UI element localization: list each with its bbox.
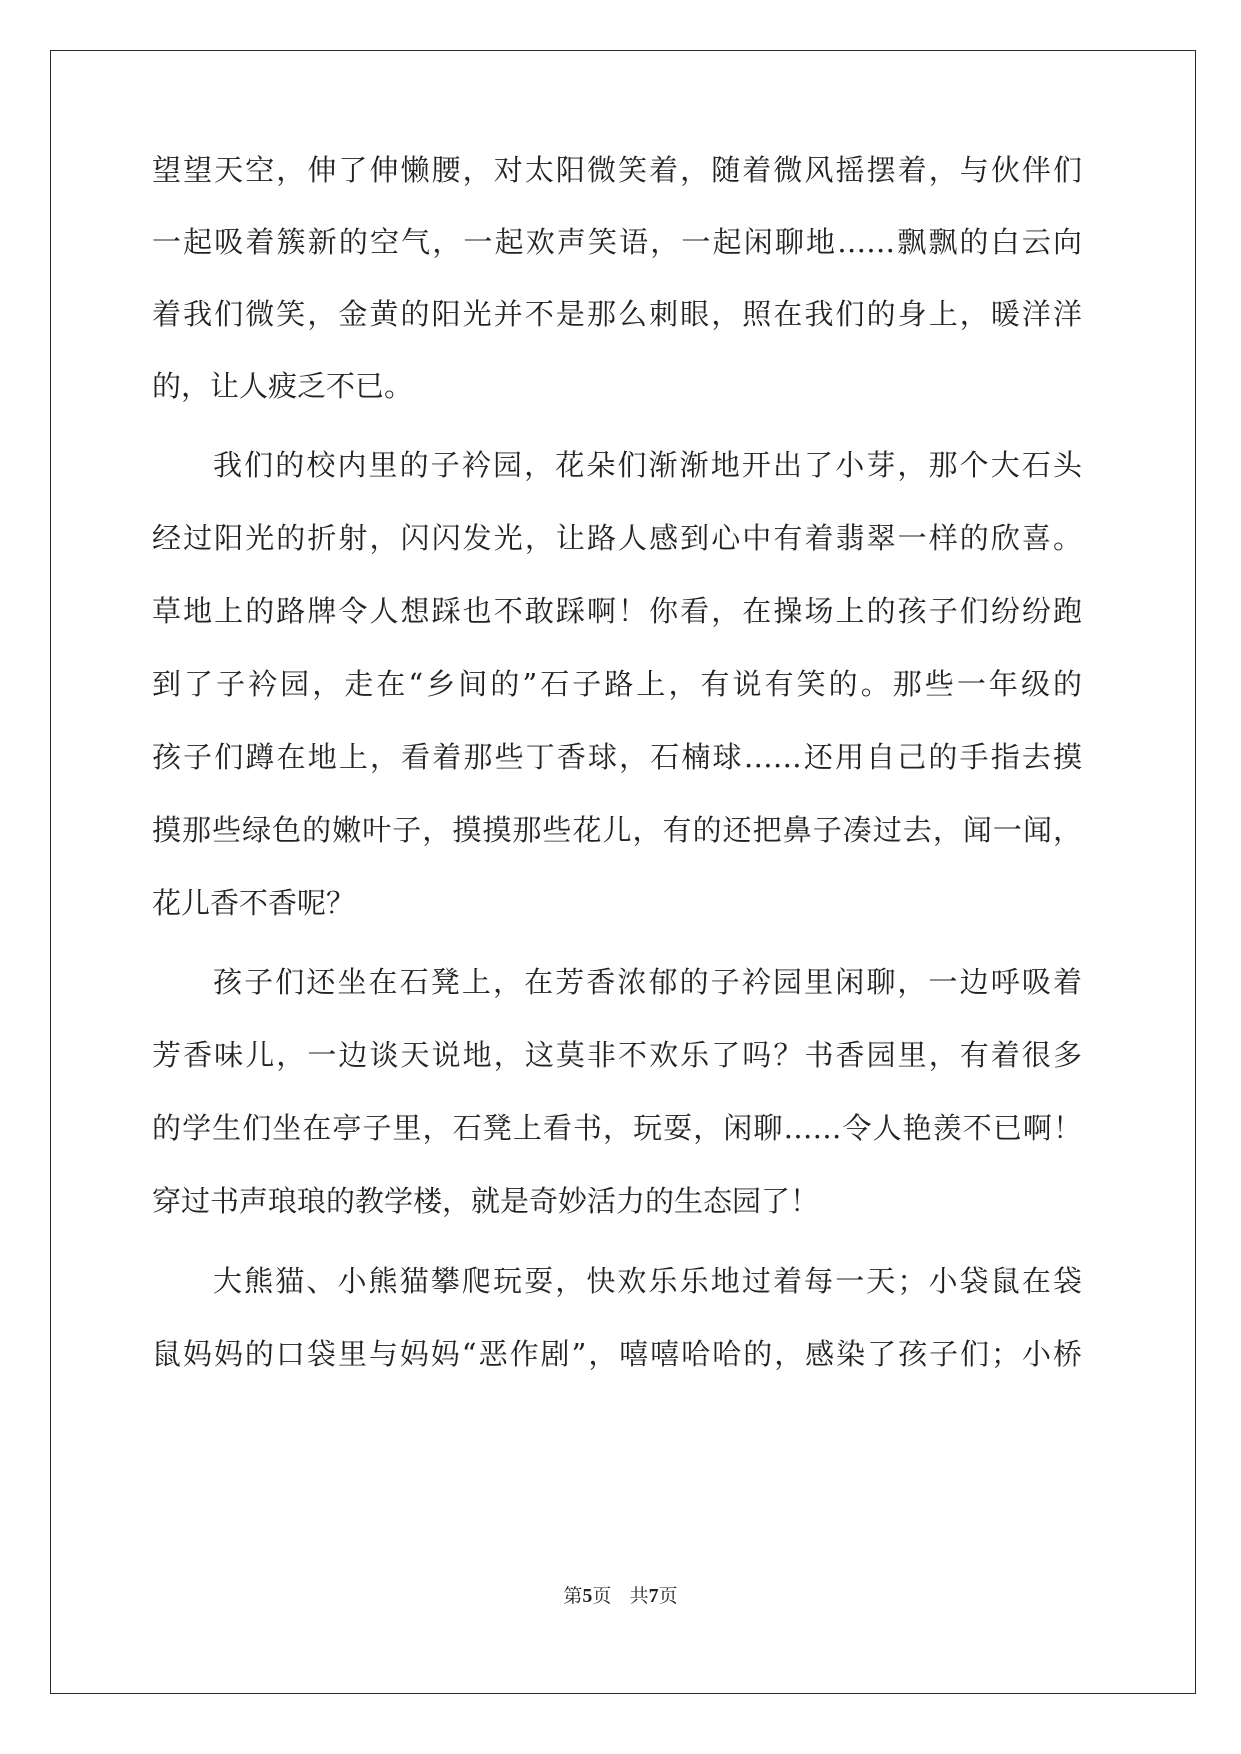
text-line: 花儿香不香呢？: [152, 886, 356, 920]
page-footer: [0, 1581, 1241, 1608]
text-line: 我们的校内里的子衿园，花朵们渐渐地开出了小芽，那个大石头: [213, 448, 1082, 482]
text-line: 摸那些绿色的嫩叶子，摸摸那些花儿，有的还把鼻子凑过去，闻一闻，: [152, 813, 1082, 847]
text-line: 的，让人疲乏不已。: [152, 369, 414, 403]
text-line: 望望天空，伸了伸懒腰，对太阳微笑着，随着微风摇摆着，与伙伴们: [152, 153, 1082, 187]
text-line: 草地上的路牌令人想踩也不敢踩啊！你看，在操场上的孩子们纷纷跑: [152, 594, 1082, 628]
footer-total-prefix: 共: [629, 1585, 649, 1607]
text-line: 着我们微笑，金黄的阳光并不是那么刺眼，照在我们的身上，暖洋洋: [152, 297, 1082, 331]
text-line: 到了子衿园，走在“乡间的”石子路上，有说有笑的。那些一年级的: [152, 667, 1082, 701]
text-line: 孩子们蹲在地上，看着那些丁香球，石楠球……还用自己的手指去摸: [152, 740, 1082, 774]
footer-page-suffix: 页: [592, 1585, 612, 1607]
text-line: 鼠妈妈的口袋里与妈妈“恶作剧”，嘻嘻哈哈的，感染了孩子们；小桥: [152, 1337, 1082, 1371]
text-line: 大熊猫、小熊猫攀爬玩耍，快欢乐乐地过着每一天；小袋鼠在袋: [213, 1264, 1082, 1298]
footer-total-suffix: 页: [658, 1585, 678, 1607]
current-page-number: 5: [582, 1585, 593, 1607]
text-line: 的学生们坐在亭子里，石凳上看书，玩耍，闲聊……令人艳羡不已啊！: [152, 1111, 1082, 1145]
text-line: 经过阳光的折射，闪闪发光，让路人感到心中有着翡翠一样的欣喜。: [152, 521, 1082, 555]
total-pages-number: 7: [648, 1585, 659, 1607]
text-line: 孩子们还坐在石凳上，在芳香浓郁的子衿园里闲聊，一边呼吸着: [213, 965, 1082, 999]
text-line: 穿过书声琅琅的教学楼，就是奇妙活力的生态园了！: [152, 1184, 820, 1218]
footer-prefix: 第: [563, 1585, 583, 1607]
text-line: 一起吸着簇新的空气，一起欢声笑语，一起闲聊地……飘飘的白云向: [152, 225, 1082, 259]
text-line: 芳香味儿，一边谈天说地，这莫非不欢乐了吗？书香园里，有着很多: [152, 1038, 1082, 1072]
